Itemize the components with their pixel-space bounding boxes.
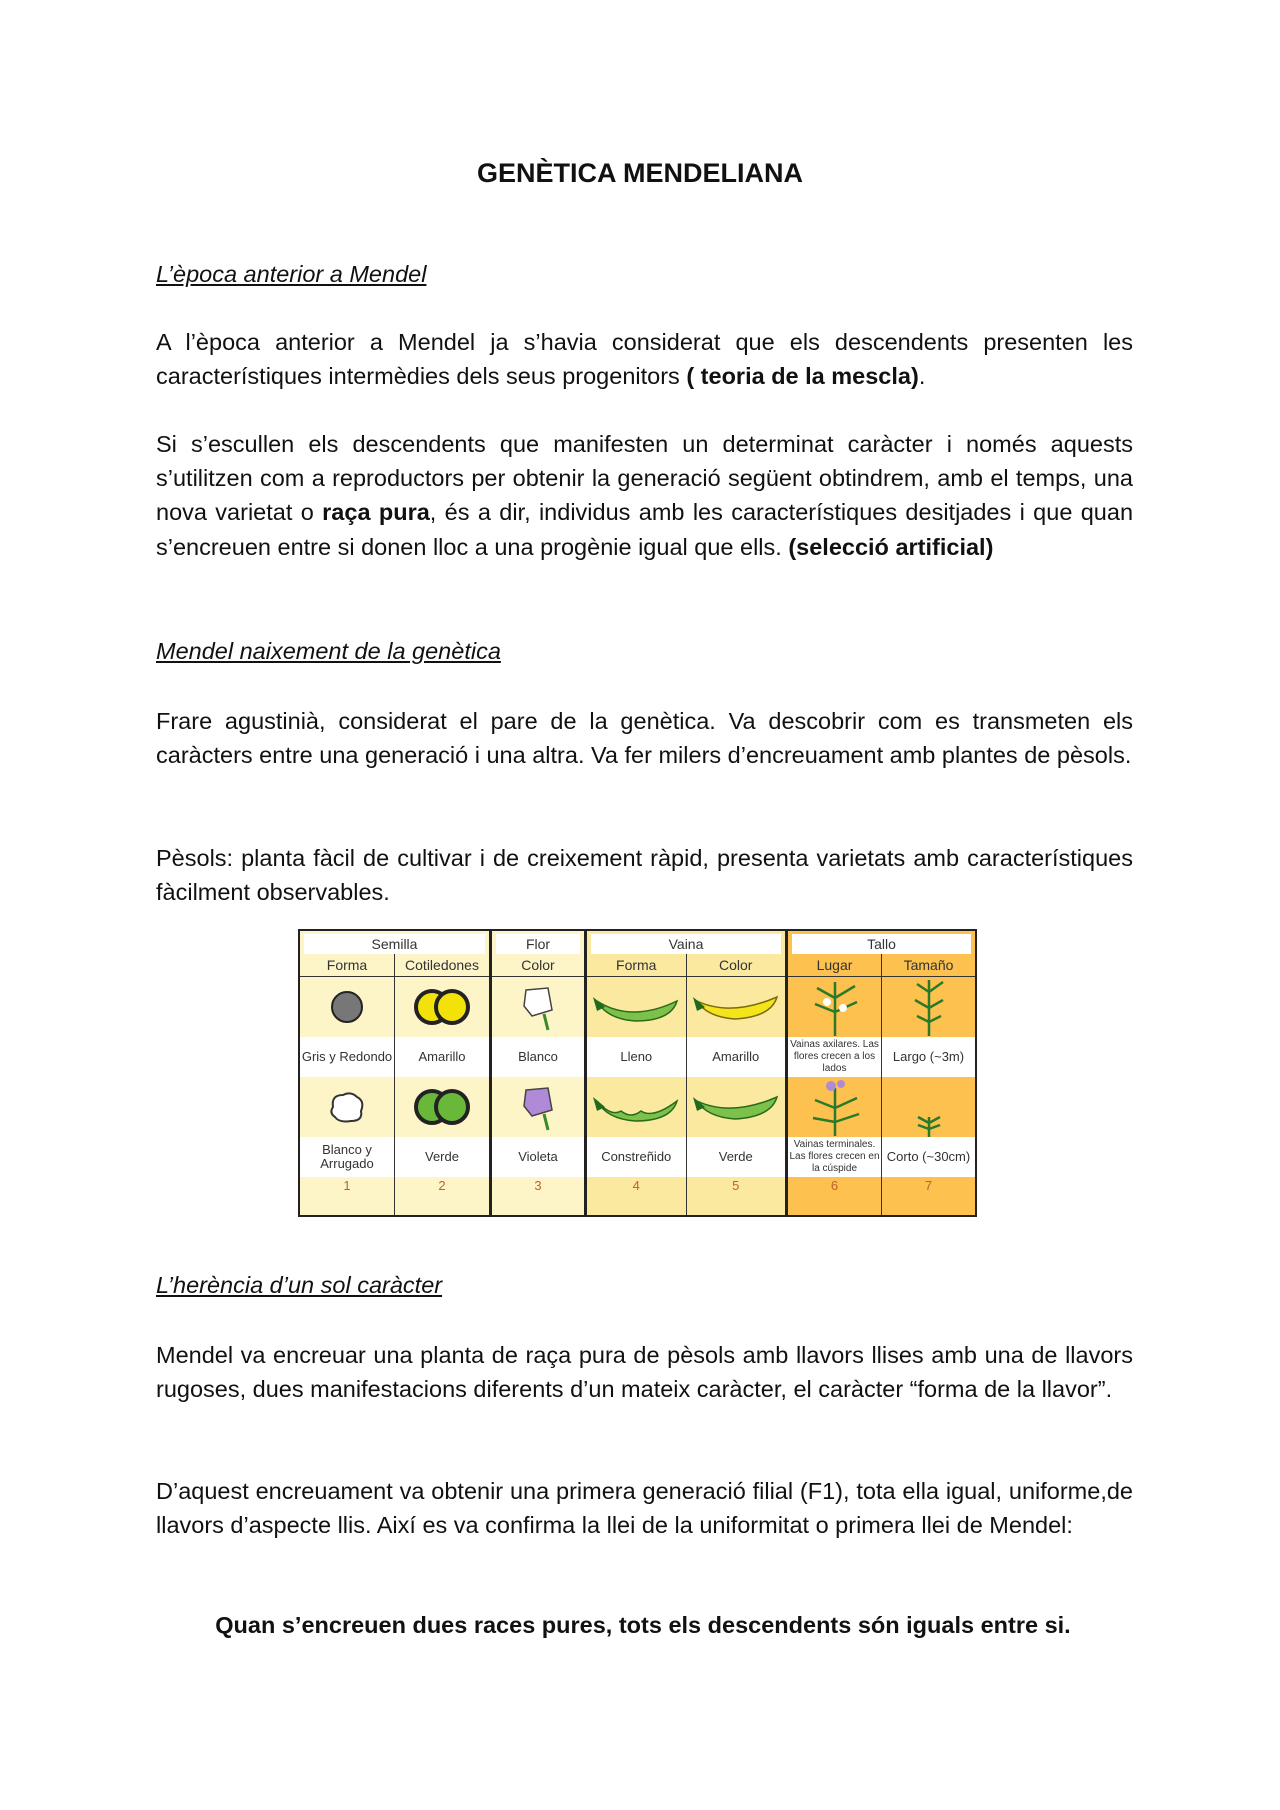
bold-text: (selecció artificial) bbox=[788, 533, 994, 560]
trait-label: Constreñido bbox=[587, 1137, 686, 1177]
trait-label: Blanco bbox=[492, 1037, 584, 1077]
column-header: Tamaño bbox=[882, 954, 975, 977]
trait-label: Corto (~30cm) bbox=[882, 1137, 975, 1177]
axial-flowers-plant-icon bbox=[788, 977, 881, 1037]
text: , és a dir, individus amb les característiques desitjades i que quan s’encreuen entre si donen lloc a una progènie igual que ells. bbox=[156, 499, 1134, 560]
paragraph: Pèsols: planta fàcil de cultivar i de creixement ràpid, presenta varietats amb característiques fàcilment observables. bbox=[156, 845, 1133, 906]
trait-label: Amarillo bbox=[395, 1037, 489, 1077]
yellow-pod-icon bbox=[687, 977, 786, 1037]
paragraph bbox=[156, 325, 1133, 393]
terminal-flowers-plant-icon bbox=[788, 1077, 881, 1137]
group-header: Vaina bbox=[591, 934, 781, 954]
green-pod-icon bbox=[687, 1077, 786, 1137]
trait-label: Largo (~3m) bbox=[882, 1037, 975, 1077]
column-number: 2 bbox=[438, 1178, 446, 1193]
trait-label: Blanco y Arrugado bbox=[300, 1137, 394, 1177]
paragraph: Mendel va encreuar una planta de raça pura de pèsols amb llavors llises amb una de llavors rugoses, dues manifestacions diferents d’un mateix caràcter, el caràcter “forma de la llavor”. bbox=[156, 1342, 1133, 1403]
column-header: Cotiledones bbox=[395, 954, 489, 977]
paragraph bbox=[156, 427, 1133, 564]
paragraph: Frare agustinià, considerat el pare de la genètica. Va descobrir com es transmeten els caràcters entre una generació i una altra. Va fer milers d’encreuament amb plantes de pèsols. bbox=[156, 708, 1133, 769]
text: A l’època anterior a Mendel ja s’havia considerat que els descendents presenten les característiques intermèdies dels seus progenitors bbox=[156, 329, 1133, 390]
pea-traits-figure bbox=[298, 929, 977, 1217]
yellow-cotyledons-icon bbox=[395, 977, 489, 1037]
column-number: 7 bbox=[924, 1178, 933, 1193]
trait-label: Violeta bbox=[492, 1137, 584, 1177]
trait-label: Lleno bbox=[587, 1037, 686, 1077]
trait-label: Amarillo bbox=[687, 1037, 786, 1077]
group-header: Flor bbox=[496, 934, 580, 954]
mendel-first-law: Quan s’encreuen dues races pures, tots els descendents són iguals entre si. bbox=[215, 1612, 1071, 1638]
gray-round-seed-icon bbox=[300, 977, 394, 1037]
column-number: 6 bbox=[830, 1178, 839, 1193]
group-vaina bbox=[587, 931, 788, 1215]
group-tallo bbox=[788, 931, 975, 1215]
column-number: 5 bbox=[732, 1178, 740, 1193]
wrinkled-seed-icon bbox=[300, 1077, 394, 1137]
section-heading: L’herència d’un sol caràcter bbox=[156, 1272, 443, 1298]
group-semilla bbox=[300, 931, 492, 1215]
column-number: 3 bbox=[534, 1178, 542, 1193]
bold-text: ( teoria de la mescla) bbox=[686, 363, 919, 390]
column-number: 1 bbox=[343, 1178, 351, 1193]
section-heading: L’època anterior a Mendel bbox=[156, 261, 427, 287]
section-heading: Mendel naixement de la genètica bbox=[156, 638, 501, 664]
trait-label: Vainas terminales. Las flores crecen en la cúspide bbox=[788, 1137, 881, 1177]
bold-text: raça pura bbox=[322, 499, 430, 526]
column-header: Forma bbox=[587, 954, 686, 977]
constricted-pod-icon bbox=[587, 1077, 686, 1137]
text: Si s’escullen els descendents que manifesten un determinat caràcter i només aquests s’utilitzen com a reproductors per obtenir la generació següent obtindrem, amb el temps, una nova varietat o bbox=[156, 431, 1133, 526]
column-header: Color bbox=[492, 954, 584, 977]
tall-plant-icon bbox=[882, 977, 975, 1037]
group-flor bbox=[492, 931, 587, 1215]
trait-label: Verde bbox=[395, 1137, 489, 1177]
column-header: Color bbox=[687, 954, 786, 977]
violet-flower-icon bbox=[492, 1077, 584, 1137]
text: . bbox=[918, 363, 926, 390]
paragraph: D’aquest encreuament va obtenir una primera generació filial (F1), tota ella igual, uniforme,de llavors d’aspecte llis. Així es va confirma la llei de la uniformitat o primera llei de Mendel: bbox=[156, 1478, 1133, 1539]
green-cotyledons-icon bbox=[395, 1077, 489, 1137]
trait-label: Verde bbox=[687, 1137, 786, 1177]
group-header: Tallo bbox=[792, 934, 971, 954]
short-plant-icon bbox=[882, 1077, 975, 1137]
column-number: 4 bbox=[632, 1178, 640, 1193]
column-header: Lugar bbox=[788, 954, 881, 977]
page-title: GENÈTICA MENDELIANA bbox=[476, 158, 803, 188]
white-flower-icon bbox=[492, 977, 584, 1037]
trait-label: Gris y Redondo bbox=[300, 1037, 394, 1077]
trait-label: Vainas axilares. Las flores crecen a los lados bbox=[788, 1037, 881, 1077]
group-header: Semilla bbox=[304, 934, 485, 954]
full-pod-icon bbox=[587, 977, 686, 1037]
column-header: Forma bbox=[300, 954, 394, 977]
